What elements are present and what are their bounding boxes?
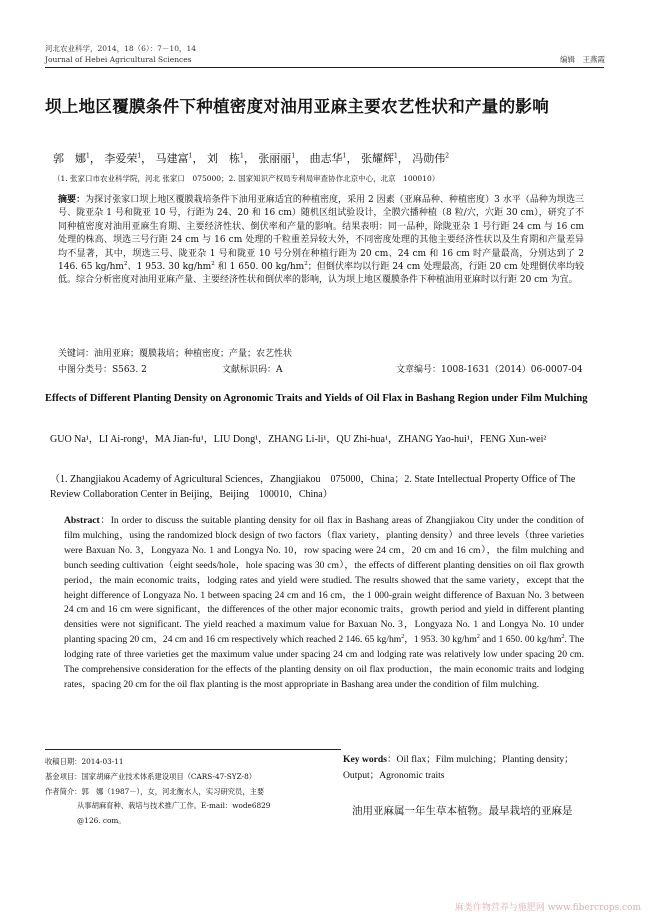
authors-en: GUO Na¹，LI Ai-rong¹，MA Jian-fu¹，LIU Dong¹，ZHANG Li-li¹，QU Zhi-hua¹，ZHANG Yao-hui¹，FENG Xun-wei² (50, 434, 547, 445)
keywords-en: Key words：Oil flax；Film mulching；Planting density；Output；Agronomic traits (343, 754, 574, 781)
article-number: 文章编号：1008-1631（2014）06-0007-04 (396, 365, 583, 375)
document-code: 文献标识码：A (222, 365, 283, 375)
author-bio-line3: @126. com。 (77, 816, 126, 825)
affiliation-en: （1. Zhangjiakou Academy of Agricultural Sciences，Zhangjiakou 075000，China；2. State Intellectual Property Office of The Review Collaboration Center in Beijing，Beijing 100010，China） (50, 474, 576, 500)
author: 张丽丽$^1$ (258, 152, 296, 165)
author: 冯勋伟$^2$ (412, 152, 450, 165)
journal-name-en: Journal of Hebei Agricultural Sciences (45, 55, 192, 64)
author: 刘 栋$^1$ (206, 152, 244, 165)
clc-number: 中图分类号：S563. 2 (58, 365, 147, 375)
abstract-cn: 摘要：为探讨张家口坝上地区覆膜栽培条件下油用亚麻适宜的种植密度，采用 2 因素（亚麻品种、种植密度）3 水平（品种为坝选三号、陇亚杂 1 号和陇亚 10 号，行距为 24、20 和 16 cm）随机区组试验设计，全膜穴播种植（8 粒/穴，穴距 30 cm），研究了不同种植密度对油用亚麻生育期、主要经济性状、倒伏率和产量的影响。结果表明：同一品种，除陇亚杂 1 号行距 24 cm 与 16 cm 处理的株高、坝选三号行距 24 cm 与 16 cm 处理的千粒重差异较大外，不同密度处理的其他主要经济性状以及生育期和产量差异均不显著，其中，坝选三号、陇亚杂 1 号和陇亚 10 号分别在种植行距为 20 cm、24 cm 和 16 cm 时产量最高，分别达到了 2 146. 65 $kg/hm^2$、1 953. 30 $kg/hm^2$ 和 1 650. 00 $kg/hm^2$；但倒伏率均以行距 24 cm 处理最高，行距 20 cm 处理倒伏率均较低。综合分析密度对油用亚麻产量、主要经济性状和倒伏率的影响，认为坝上地区覆膜条件下种植油用亚麻时以行距 20 cm 为宜。 (58, 195, 584, 286)
body-text: 油用亚麻属一年生草本植物。最早栽培的亚麻是 (352, 805, 573, 817)
author-bio-line2: 从事胡麻育种、栽培与技术推广工作。E-mail：wode6829 (77, 801, 271, 810)
footnote-rule (45, 749, 341, 750)
watermark: 麻类作物营养与施肥网 www.fibercrops.com (454, 903, 641, 913)
journal-citation: 河北农业科学，2014，18（6）：7－10，14 (45, 44, 197, 53)
author: 马建富$^1$ (155, 152, 193, 165)
author: 张耀辉$^1$ (360, 152, 398, 165)
abstract-en: Abstract：In order to discuss the suitable planting density for oil flax in Bashang areas of Zhangjiakou City under the condition of film mulching，using the randomized block design of two factors（flax variety，planting density）and three levels（three varieties were Baxuan No. 3，Longyaza No. 1 and Longya No. 10，row spacing were 24 cm，20 cm and 16 cm），the film mulching and bunch seeding cultivation（eight seeds/hole，hole spacing was 30 cm），the effects of different planting densities on oil flax growth period，the main economic traits，lodging rates and yield were studied. The results showed that the same variety，except that the height difference of Longyaza No. 1 between spacing 24 cm and 16 cm，the 1 000-grain weight difference of Baxuan No. 3 between 24 cm and 16 cm were significant，the differences of the other major economic traits，growth period and yield in different planting densities were not significant. The yield reached a maximum value for Baxuan No. 3，Longyaza No. 1 and Longya No. 10 under planting spacing 20 cm，24 cm and 16 cm respectively which reached 2 146. 65 $kg/hm^2$，1 953. 30 $kg/hm^2$ and 1 650. 00 $kg/hm^2$. The lodging rate of three varieties get the maximum value under spacing 24 cm and lodging rate was relatively low under spacing 20 cm. The comprehensive consideration for the effects of the planting density on oil flax production，the main economic traits and lodging rates，spacing 20 cm for the oil flax planting is the most appropriate in Bashang area under the condition of film mulching. (64, 515, 584, 690)
affiliation-cn: （1. 张家口市农业科学院，河北 张家口 075000；2. 国家知识产权局专利局审查协作北京中心，北京 100010） (53, 174, 440, 183)
authors-cn: 郭 娜$^1$， 李爱荣$^1$， 马建富$^1$， 刘 栋$^1$， 张丽丽$^1$， 曲志华$^1$， 张耀辉$^1$， 冯勋伟$^2$ (53, 152, 450, 165)
author: 曲志华$^1$ (309, 152, 347, 165)
keywords-cn: 关键词：油用亚麻；覆膜栽培；种植密度；产量；农艺性状 (58, 349, 293, 359)
abstract-en-label: Abstract (64, 515, 100, 526)
received-date: 收稿日期：2014-03-11 (45, 757, 124, 766)
editor-note: 编辑 王燕霞 (560, 55, 605, 64)
author: 郭 娜$^1$ (53, 152, 90, 165)
abstract-cn-label: 摘要： (58, 195, 86, 205)
author: 李爱荣$^1$ (104, 152, 142, 165)
title-en: Effects of Different Planting Density on Agronomic Traits and Yields of Oil Flax in Bashang Region under Film Mulching (45, 393, 588, 404)
header-rule (45, 67, 604, 68)
fund-project: 基金项目：国家胡麻产业技术体系建设项目（CARS-47-SYZ-8） (45, 772, 257, 781)
title-cn: 坝上地区覆膜条件下种植密度对油用亚麻主要农艺性状和产量的影响 (45, 97, 549, 116)
author-bio: 作者简介：郭 娜（1987－），女，河北衡水人，实习研究员，主要 (45, 787, 265, 796)
